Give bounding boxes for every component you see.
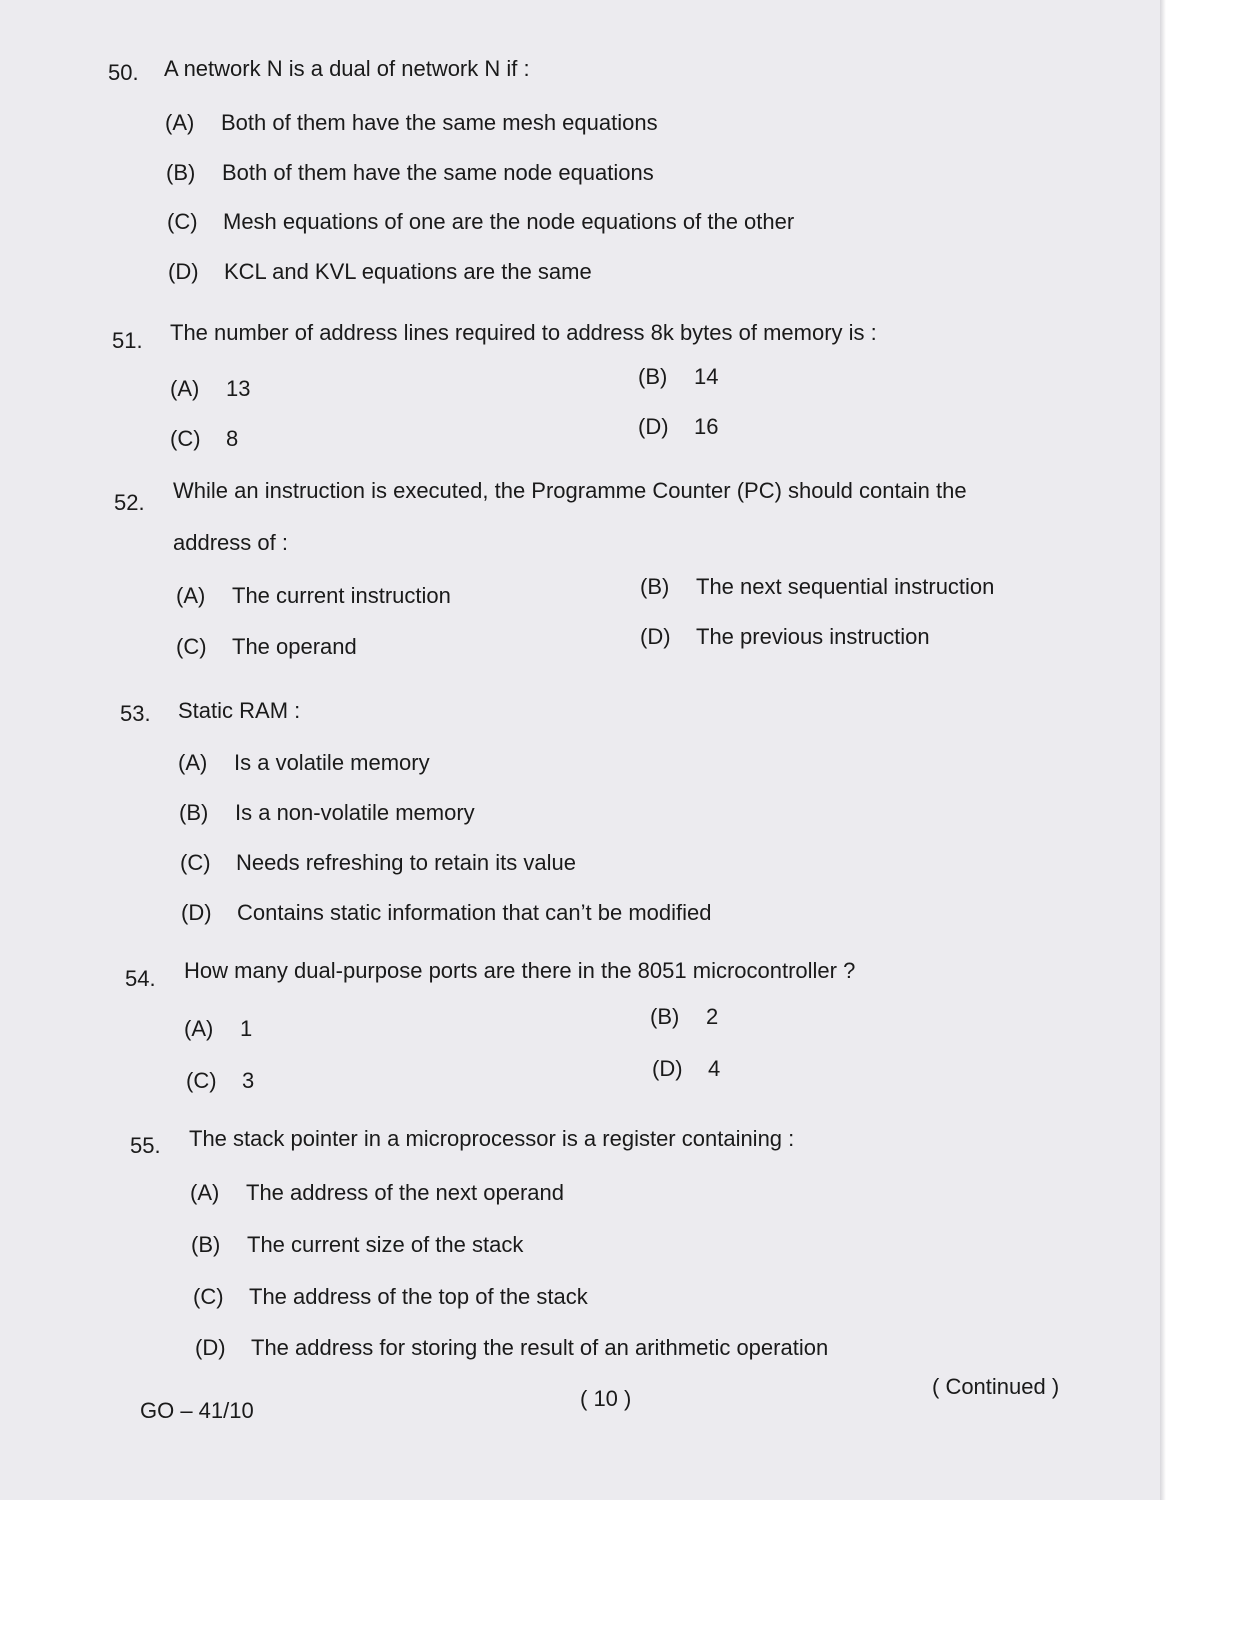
option-a: (A) Is a volatile memory — [178, 750, 430, 775]
option-c: (C) 8 — [170, 426, 239, 451]
option-b: (B) Is a non-volatile memory — [179, 800, 475, 825]
option-a: (A) The current instruction — [176, 583, 451, 608]
option-c: (C) Mesh equations of one are the node equations of the other — [167, 209, 795, 234]
question-number: 55. — [130, 1133, 161, 1158]
option-d: (D) 16 — [638, 414, 719, 439]
continued-label: ( Continued ) — [932, 1374, 1060, 1399]
option-b: (B) The current size of the stack — [191, 1232, 524, 1257]
question-text-line-1: While an instruction is executed, the Programme Counter (PC) should contain the — [173, 478, 967, 503]
option-c: (C) 3 — [186, 1068, 255, 1093]
question-text-line-2: address of : — [173, 530, 288, 555]
question-number: 50. — [108, 60, 139, 85]
page-number: ( 10 ) — [580, 1386, 632, 1411]
option-b: (B) The next sequential instruction — [640, 574, 995, 599]
option-c: (C) Needs refreshing to retain its value — [180, 850, 576, 875]
question-number: 54. — [125, 966, 156, 991]
option-a: (A) The address of the next operand — [190, 1180, 564, 1205]
option-c: (C) The address of the top of the stack — [193, 1284, 588, 1309]
option-a: (A) 1 — [184, 1016, 253, 1041]
question-text: The number of address lines required to address 8k bytes of memory is : — [170, 320, 877, 345]
option-d: (D) The address for storing the result of an arithmetic operation — [195, 1335, 829, 1360]
option-d: (D) 4 — [652, 1056, 721, 1081]
option-a: (A) Both of them have the same mesh equations — [165, 110, 658, 135]
option-b: (B) 2 — [650, 1004, 719, 1029]
option-d: (D) Contains static information that can’t be modified — [181, 900, 712, 925]
option-c: (C) The operand — [176, 634, 357, 659]
question-text: How many dual-purpose ports are there in the 8051 microcontroller ? — [184, 958, 856, 983]
option-a: (A) 13 — [170, 376, 251, 401]
question-number: 53. — [120, 701, 151, 726]
option-b: (B) Both of them have the same node equations — [166, 160, 654, 185]
question-number: 52. — [114, 490, 145, 515]
question-number: 51. — [112, 328, 143, 353]
option-d: (D) KCL and KVL equations are the same — [168, 259, 592, 284]
paper-edge — [1160, 0, 1166, 1500]
question-text: A network N is a dual of network N if : — [164, 56, 530, 81]
paper-code: GO – 41/10 — [140, 1398, 254, 1423]
question-text: Static RAM : — [178, 698, 301, 723]
option-d: (D) The previous instruction — [640, 624, 930, 649]
option-b: (B) 14 — [638, 364, 719, 389]
question-text: The stack pointer in a microprocessor is a register containing : — [189, 1126, 795, 1151]
